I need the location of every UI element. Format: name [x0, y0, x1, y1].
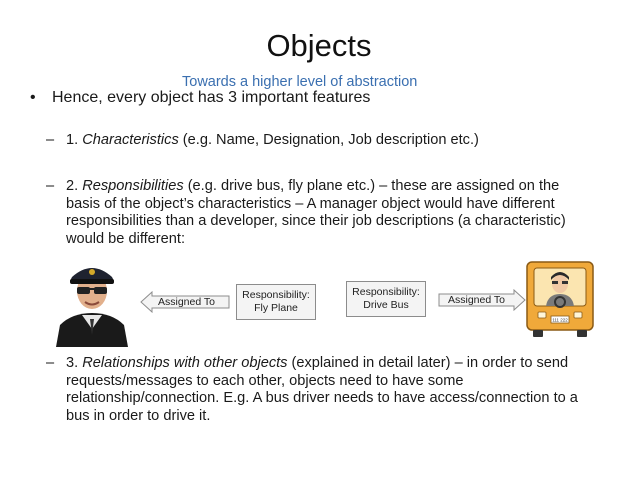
item-text: (e.g. drive bus, fly plane etc.) – these are assigned on the basis of the object’s characteristics – A manager object would have different responsibilities than a developer, since their job descriptions (a characteristic) would be different: [66, 178, 566, 247]
feature-item-characteristics [46, 132, 586, 150]
item-term: Responsibilities [82, 178, 184, 194]
dash: – [46, 132, 55, 148]
box-value: Fly Plane [254, 302, 298, 314]
item-text: (e.g. Name, Designation, Job description etc.) [178, 132, 479, 148]
box-value: Drive Bus [363, 299, 409, 311]
item-prefix: 3. [66, 355, 83, 371]
left-arrow-label: Assigned To [158, 296, 216, 308]
feature-item-relationships [46, 355, 586, 425]
item-prefix: 1. [66, 132, 83, 148]
main-bullet-text: Hence, every object has 3 important features [52, 89, 371, 106]
item-text: (explained in detail later) – in order to send requests/messages to each other, objects need to have some relationship/connection. E.g. A bus driver needs to have access/connection to a bus in order to drive it. [66, 355, 578, 424]
license-plate: 111 222 [552, 317, 568, 323]
main-bullet [30, 88, 370, 108]
item-prefix: 2. [66, 178, 83, 194]
bus-driver-icon [524, 260, 596, 340]
item-term: Characteristics [82, 132, 179, 148]
slide-title: Objects [266, 28, 372, 63]
right-arrow-label: Assigned To [448, 294, 506, 306]
dash: – [46, 355, 55, 371]
responsibility-box-fly-plane [236, 284, 316, 320]
slide-subtitle: Towards a higher level of abstraction [182, 74, 418, 90]
item-term: Relationships with other objects [82, 355, 288, 371]
pilot-icon [52, 255, 132, 347]
box-heading: Responsibility: [242, 289, 310, 301]
feature-item-responsibilities [46, 178, 586, 248]
responsibility-box-drive-bus [346, 281, 426, 317]
bullet-glyph: • [30, 89, 36, 106]
box-heading: Responsibility: [352, 286, 420, 298]
dash: – [46, 178, 55, 194]
